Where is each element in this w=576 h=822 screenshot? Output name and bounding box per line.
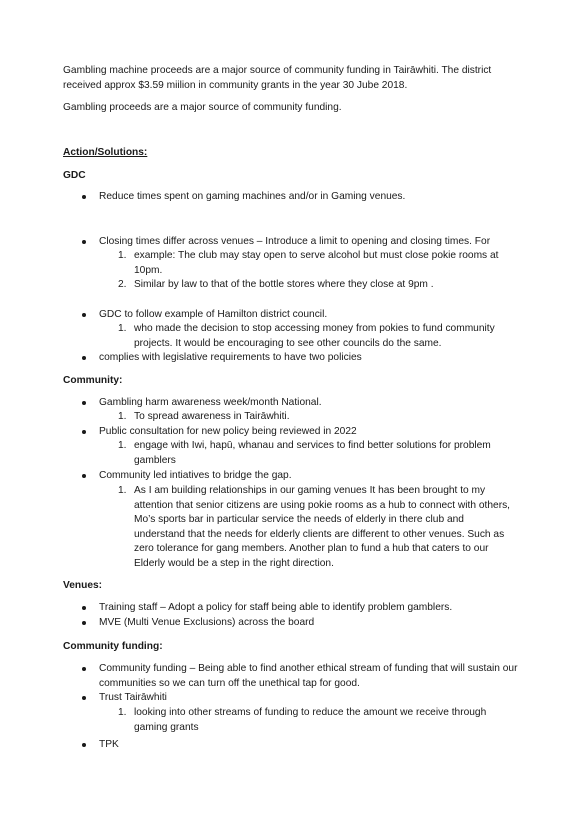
list-item: 1. who made the decision to stop accessing money from pokies to fund community projects. It would be encouraging to see other councils do the same. <box>118 323 495 349</box>
bullet-icon <box>82 606 86 610</box>
list-item: GDC to follow example of Hamilton district council. <box>82 308 522 323</box>
community-bullet-list <box>82 469 522 484</box>
list-item: TPK <box>82 738 522 753</box>
list-item: 1. looking into other streams of funding to reduce the amount we receive through gaming grants <box>118 707 487 733</box>
bullet-icon <box>82 430 86 434</box>
bullet-icon <box>82 621 86 625</box>
gdc-numbered-list <box>118 249 511 293</box>
bullet-icon <box>82 743 86 747</box>
bullet-icon <box>82 667 86 671</box>
list-item: Training staff – Adopt a policy for staff being able to identify problem gamblers. <box>82 601 522 616</box>
venues-bullet-list <box>82 601 522 630</box>
community-heading: Community: <box>63 375 123 386</box>
list-item: Gambling harm awareness week/month National. <box>82 396 522 411</box>
community-bullet-list <box>82 396 522 411</box>
list-item: Trust Tairāwhiti <box>82 691 522 706</box>
gdc-bullet-list <box>82 351 522 366</box>
list-item: 1. engage with Iwi, hapū, whanau and services to find better solutions for problem gamblers <box>118 440 491 466</box>
list-item: 1. As I am building relationships in our gaming venues It has been brought to my attention that senior citizens are using pokie rooms as a hub to connect with others, Mo’s sports bar in particular service the needs of elderly in there club and understand that the needs for elderly clients are different to other venues. Such as zero tolerance for gang members. Another plan to fund a hub that caters to our Elderly would be a step in the right direction. <box>118 485 511 569</box>
list-item: MVE (Multi Venue Exclusions) across the board <box>82 616 522 631</box>
funding-bullet-list <box>82 662 522 706</box>
bullet-icon <box>82 195 86 199</box>
funding-numbered-list <box>118 706 511 735</box>
gdc-bullet-list <box>82 235 522 250</box>
community-numbered-list <box>118 484 511 571</box>
bullet-icon <box>82 240 86 244</box>
list-item: Community led intiatives to bridge the gap. <box>82 469 522 484</box>
gdc-bullet-list <box>82 190 522 205</box>
intro-paragraph: Gambling machine proceeds are a major source of community funding in Tairāwhiti. The district received approx $3.59 miilion in community grants in the year 30 Jube 2018. <box>63 65 492 91</box>
bullet-icon <box>82 356 86 360</box>
community-numbered-list <box>118 439 511 468</box>
list-item: 1. example: The club may stay open to serve alcohol but must close pokie rooms at 10pm. <box>118 250 499 276</box>
bullet-icon <box>82 696 86 700</box>
list-item: 2. Similar by law to that of the bottle stores where they close at 9pm . <box>118 279 434 290</box>
action-solutions-heading: Action/Solutions: <box>63 147 148 158</box>
community-bullet-list <box>82 425 522 440</box>
list-item: Closing times differ across venues – Introduce a limit to opening and closing times. For <box>82 235 522 250</box>
gdc-bullet-list <box>82 308 522 323</box>
bullet-icon <box>82 401 86 405</box>
list-item: Public consultation for new policy being reviewed in 2022 <box>82 425 522 440</box>
list-item: Reduce times spent on gaming machines and/or in Gaming venues. <box>82 190 522 205</box>
bullet-icon <box>82 474 86 478</box>
intro-paragraph-2: Gambling proceeds are a major source of community funding. <box>63 102 342 113</box>
gdc-heading: GDC <box>63 170 86 181</box>
community-numbered-list <box>118 410 511 425</box>
gdc-numbered-list <box>118 322 511 351</box>
list-item: complies with legislative requirements to have two policies <box>82 351 522 366</box>
venues-heading: Venues: <box>63 580 103 591</box>
list-item: 1. To spread awareness in Tairāwhiti. <box>118 411 290 422</box>
bullet-icon <box>82 313 86 317</box>
community-funding-heading: Community funding: <box>63 641 163 652</box>
funding-bullet-list <box>82 738 522 753</box>
list-item: Community funding – Being able to find another ethical stream of funding that will sustain our communities so we can turn off the unethical tap for good. <box>82 662 522 691</box>
